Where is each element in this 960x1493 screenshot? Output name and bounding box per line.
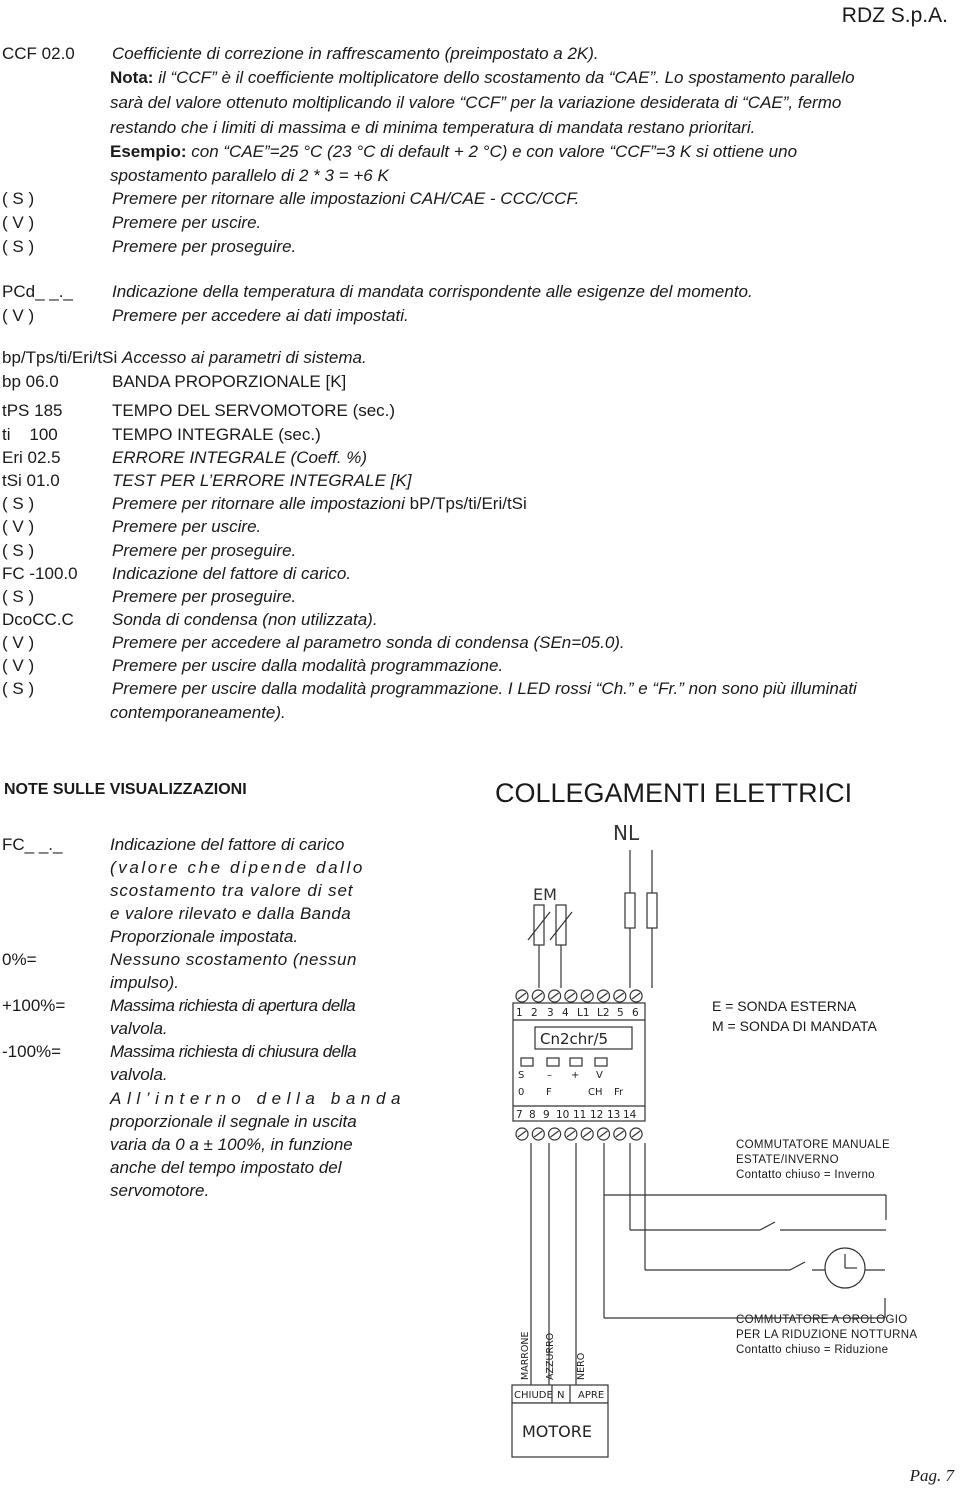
instruction-text: Premere per accedere al parametro sonda di condensa (SEn=05.0). bbox=[112, 633, 625, 652]
terminal-screw-bottom bbox=[532, 1128, 544, 1140]
nl-label: NL bbox=[613, 821, 640, 845]
key-label: ti 100 bbox=[2, 425, 58, 444]
instruction-text: Premere per proseguire. bbox=[112, 587, 297, 606]
terminal-label: 9 bbox=[543, 1109, 550, 1121]
param-desc: ERRORE INTEGRALE (Coeff. %) bbox=[112, 448, 368, 467]
key-label: ( S ) bbox=[2, 541, 35, 560]
key-label: ( V ) bbox=[2, 213, 35, 232]
legend-e: E = SONDA ESTERNA bbox=[712, 998, 857, 1014]
key-label: FC -100.0 bbox=[2, 564, 78, 583]
key-label: S bbox=[518, 1070, 525, 1081]
param-key: CCF 02.0 bbox=[2, 44, 75, 63]
motor-terminal-label: N bbox=[557, 1390, 565, 1401]
key-label: ( S ) bbox=[2, 237, 35, 256]
wiring-title: COLLEGAMENTI ELETTRICI bbox=[495, 778, 853, 808]
note-line: Indicazione del fattore di carico bbox=[110, 835, 345, 854]
motor-label: MOTORE bbox=[522, 1422, 592, 1441]
key-label: DcoCC.C bbox=[2, 610, 74, 629]
terminal-screw-bottom bbox=[581, 1128, 593, 1140]
terminal-label: 5 bbox=[617, 1007, 624, 1019]
note-line: Nessuno scostamento (nessun bbox=[110, 950, 357, 969]
device-label: Cn2chr/5 bbox=[540, 1030, 609, 1048]
terminal-label: 12 bbox=[590, 1109, 604, 1121]
terminal-screw-top bbox=[598, 990, 610, 1002]
note-line: (valore che dipende dallo bbox=[110, 858, 365, 877]
terminal-label: L2 bbox=[597, 1007, 610, 1019]
terminal-label: 13 bbox=[607, 1109, 621, 1121]
note-line: anche del tempo impostato del bbox=[110, 1158, 342, 1177]
esempio-line-2: spostamento parallelo di 2 * 3 = +6 K bbox=[110, 166, 389, 185]
wire-color-label: NERO bbox=[576, 1352, 587, 1380]
note-line: All’interno della banda bbox=[110, 1089, 407, 1108]
clock-switch-label-1: COMMUTATORE A OROLOGIO bbox=[736, 1314, 908, 1326]
manual-switch-label-2: ESTATE/INVERNO bbox=[736, 1154, 839, 1166]
instruction-text: Premere per proseguire. bbox=[112, 541, 297, 560]
terminal-label: 8 bbox=[529, 1109, 536, 1121]
led-label: 0 bbox=[518, 1087, 525, 1098]
wire-color-label: AZZURRO bbox=[545, 1332, 556, 1380]
wire-color-label: MARRONE bbox=[520, 1331, 531, 1380]
key-label: ( S ) bbox=[2, 679, 35, 698]
instruction-text: Indicazione del fattore di carico. bbox=[112, 564, 352, 583]
note-line: Proporzionale impostata. bbox=[110, 927, 299, 946]
param-desc: Coefficiente di correzione in raffrescamento (preimpostato a 2K). bbox=[112, 44, 599, 63]
motor-terminal-labels bbox=[514, 1390, 604, 1401]
manual-switch-label-3: Contatto chiuso = Inverno bbox=[736, 1169, 875, 1181]
motor-terminal-label: CHIUDE bbox=[514, 1390, 553, 1401]
legend-m: M = SONDA DI MANDATA bbox=[712, 1018, 877, 1034]
instruction-text: Premere per proseguire. bbox=[112, 237, 297, 256]
note-line: e valore rilevato e dalla Banda bbox=[110, 904, 352, 923]
note-line: scostamento tra valore di set bbox=[110, 881, 354, 900]
em-label: EM bbox=[533, 885, 557, 904]
key-label: V bbox=[596, 1070, 603, 1081]
nota-text: il “CCF” è il coefficiente moltiplicatore dello scostamento da “CAE”. Lo spostamento parallelo bbox=[158, 68, 855, 87]
terminal-label: 2 bbox=[531, 1007, 538, 1019]
terminal-screw-bottom bbox=[598, 1128, 610, 1140]
key-label: ( V ) bbox=[2, 306, 35, 325]
instruction-text: Premere per uscire dalla modalità programmazione. I LED rossi “Ch.” e “Fr.” non sono più illuminati bbox=[112, 679, 857, 698]
led-label: CH bbox=[588, 1087, 603, 1098]
top-terminal-screws bbox=[516, 990, 642, 1002]
terminal-screw-bottom bbox=[565, 1128, 577, 1140]
terminal-screw-top bbox=[565, 990, 577, 1002]
instruction-text: Premere per uscire. bbox=[112, 517, 262, 536]
note-line: servomotore. bbox=[110, 1181, 210, 1200]
note-line: Massima richiesta di chiusura della bbox=[110, 1042, 357, 1061]
motor-terminal-label: APRE bbox=[578, 1390, 605, 1401]
note-line: proporzionale il segnale in uscita bbox=[110, 1112, 357, 1131]
terminal-screw-top bbox=[581, 990, 593, 1002]
clock-switch-label-3: Contatto chiuso = Riduzione bbox=[736, 1344, 889, 1356]
param-desc: TEST PER L’ERRORE INTEGRALE [K] bbox=[112, 471, 412, 490]
top-terminal-labels bbox=[516, 1007, 639, 1019]
nota-line-2: sarà del valore ottenuto moltiplicando il valore “CCF” per la variazione desiderata di “CAE”, fermo bbox=[110, 93, 842, 112]
key-label: ( S ) bbox=[2, 189, 35, 208]
nota-line-3: restando che i limiti di massima e di minima temperatura di mandata restano prioritari. bbox=[110, 118, 756, 137]
instruction-text: Premere per uscire dalla modalità programmazione. bbox=[112, 656, 504, 675]
key-label: tPS 185 bbox=[2, 401, 63, 420]
key-label: bp/Tps/ti/Eri/tSi bbox=[2, 348, 118, 367]
terminal-screw-top bbox=[630, 990, 642, 1002]
clock-switch-label-2: PER LA RIDUZIONE NOTTURNA bbox=[736, 1329, 918, 1341]
key-label: bp 06.0 bbox=[2, 372, 59, 391]
terminal-label: 1 bbox=[516, 1007, 523, 1019]
key-label: ( V ) bbox=[2, 656, 35, 675]
instruction-main: Premere per ritornare alle impostazioni bbox=[112, 494, 405, 513]
bottom-terminal-labels bbox=[516, 1109, 637, 1121]
instruction-text: Premere per ritornare alle impostazioni CAH/CAE - CCC/CCF. bbox=[112, 189, 580, 208]
key-label: ( S ) bbox=[2, 587, 35, 606]
note-line: Massima richiesta di apertura della bbox=[110, 996, 356, 1015]
key-label: + bbox=[571, 1070, 580, 1081]
terminal-screw-top bbox=[516, 990, 528, 1002]
instruction-continuation: contemporaneamente). bbox=[110, 703, 286, 722]
bottom-terminal-screws bbox=[516, 1128, 642, 1140]
nota-label: Nota: bbox=[110, 68, 154, 87]
terminal-screw-bottom bbox=[549, 1128, 561, 1140]
terminal-screw-top bbox=[549, 990, 561, 1002]
param-desc: BANDA PROPORZIONALE [K] bbox=[112, 372, 347, 391]
key-label: ( S ) bbox=[2, 494, 35, 513]
terminal-screw-top bbox=[532, 990, 544, 1002]
note-key: FC_ _._ bbox=[2, 835, 63, 854]
manual-switch-label-1: COMMUTATORE MANUALE bbox=[736, 1139, 890, 1151]
terminal-label: L1 bbox=[577, 1007, 590, 1019]
esempio-text: con “CAE”=25 °C (23 °C di default + 2 °C) e con valore “CCF”=3 K si ottiene uno bbox=[191, 142, 798, 161]
esempio-label: Esempio: bbox=[110, 142, 187, 161]
terminal-label: 4 bbox=[562, 1007, 569, 1019]
note-line: valvola. bbox=[110, 1065, 168, 1084]
key-label: tSi 01.0 bbox=[2, 471, 60, 490]
key-label: ( V ) bbox=[2, 633, 35, 652]
terminal-screw-bottom bbox=[630, 1128, 642, 1140]
company-name: RDZ S.p.A. bbox=[841, 4, 948, 27]
terminal-label: 11 bbox=[573, 1109, 587, 1121]
note-key: +100%= bbox=[2, 996, 66, 1015]
terminal-label: 10 bbox=[556, 1109, 570, 1121]
note-key: 0%= bbox=[2, 950, 37, 969]
notes-title: NOTE SULLE VISUALIZZAZIONI bbox=[4, 781, 247, 798]
param-desc: TEMPO INTEGRALE (sec.) bbox=[112, 425, 321, 444]
terminal-screw-bottom bbox=[516, 1128, 528, 1140]
page-number: Pag. 7 bbox=[909, 1466, 954, 1485]
key-label: ( V ) bbox=[2, 517, 35, 536]
instruction-text: Accesso ai parametri di sistema. bbox=[122, 348, 367, 367]
note-line: valvola. bbox=[110, 1019, 168, 1038]
instruction-text: Sonda di condensa (non utilizzata). bbox=[112, 610, 378, 629]
terminal-label: 6 bbox=[632, 1007, 639, 1019]
terminal-label: 7 bbox=[516, 1109, 523, 1121]
instruction-text: Premere per uscire. bbox=[112, 213, 262, 232]
key-label: Eri 02.5 bbox=[2, 448, 61, 467]
note-line: varia da 0 a ± 100%, in funzione bbox=[110, 1135, 353, 1154]
key-label: – bbox=[547, 1070, 552, 1081]
terminal-screw-top bbox=[614, 990, 626, 1002]
led-label: Fr bbox=[614, 1087, 624, 1098]
instruction-text: Premere per accedere ai dati impostati. bbox=[112, 306, 409, 325]
led-label: F bbox=[546, 1087, 552, 1098]
note-line: impulso). bbox=[110, 973, 179, 992]
terminal-screw-bottom bbox=[614, 1128, 626, 1140]
terminal-label: 14 bbox=[623, 1109, 637, 1121]
instruction-text: Indicazione della temperatura di mandata corrispondente alle esigenze del momento. bbox=[112, 282, 753, 301]
instruction-extra: bP/Tps/ti/Eri/tSi bbox=[409, 494, 527, 513]
param-desc: TEMPO DEL SERVOMOTORE (sec.) bbox=[112, 401, 396, 420]
terminal-label: 3 bbox=[547, 1007, 554, 1019]
note-key: -100%= bbox=[2, 1042, 62, 1061]
wire-color-labels bbox=[520, 1332, 587, 1380]
key-label: PCd_ _._ bbox=[2, 282, 73, 301]
